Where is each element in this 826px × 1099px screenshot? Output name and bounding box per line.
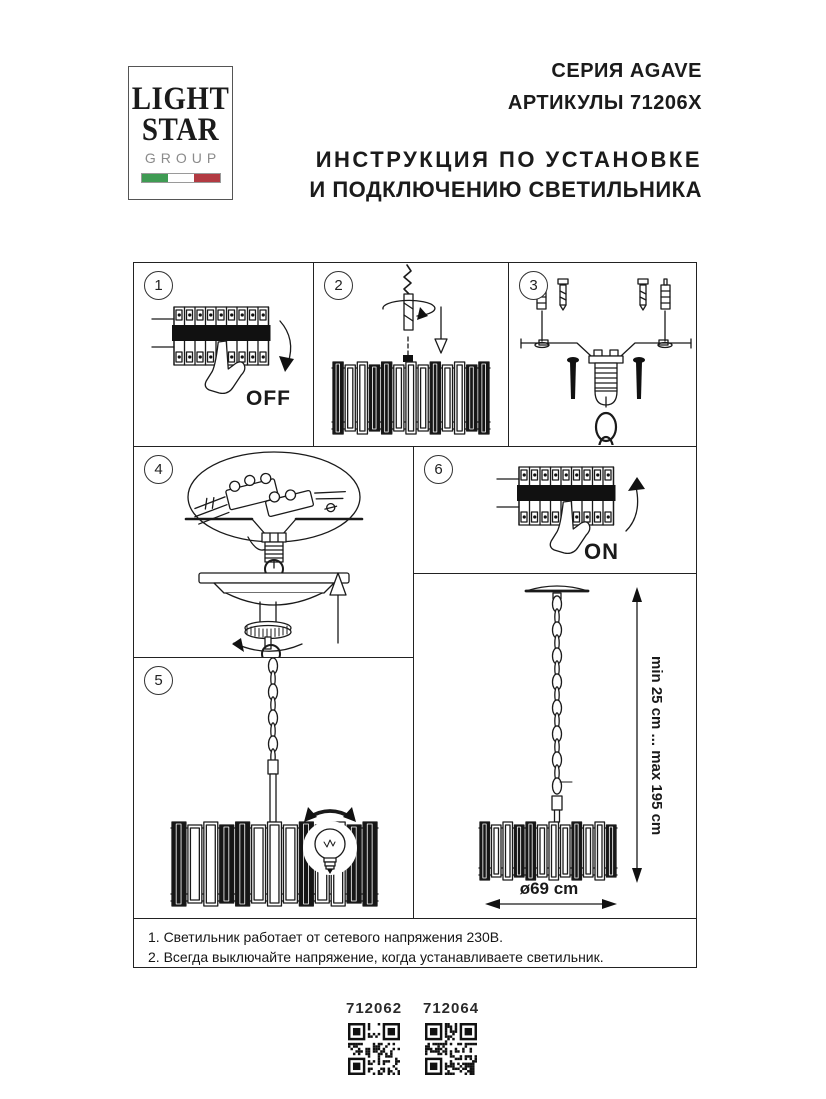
instruction-title-line1: ИНСТРУКЦИЯ ПО УСТАНОВКЕ	[315, 147, 702, 172]
diameter-label: ø69 cm	[519, 879, 579, 898]
step-6-panel	[414, 447, 696, 574]
instruction-title-line2: И ПОДКЛЮЧЕНИЮ СВЕТИЛЬНИКА	[309, 177, 702, 202]
logo-word-star: STAR	[141, 112, 220, 148]
height-range-label: min 25 cm ... max 195 cm	[648, 656, 665, 836]
flag-red	[194, 174, 220, 182]
wiring-canopy-illustration	[134, 447, 414, 658]
header	[309, 60, 702, 203]
logo-word-light: LIGHT	[131, 81, 230, 117]
on-label: ON	[584, 539, 619, 564]
note-voltage: 1. Светильник работает от сетевого напряжения 230В.	[148, 929, 504, 945]
step-1-number: 1	[144, 271, 173, 300]
step-6-number: 6	[424, 455, 453, 484]
step-5-panel	[134, 658, 414, 918]
qr-code-712064	[425, 1023, 477, 1075]
bulb-install-illustration	[134, 658, 414, 918]
product-code-block-1	[346, 1000, 402, 1075]
step-4-number: 4	[144, 455, 173, 484]
step-1-panel	[134, 263, 314, 447]
series-title: СЕРИЯ AGAVE	[551, 60, 702, 82]
notes-panel	[134, 918, 696, 967]
product-code-1: 712062	[346, 1000, 403, 1017]
product-code-2: 712064	[423, 1000, 480, 1017]
flag-white	[168, 174, 194, 182]
lightstar-logo	[128, 66, 233, 200]
product-code-block-2	[423, 1000, 479, 1075]
italian-flag-stripe	[141, 173, 221, 183]
breaker-on-illustration	[414, 447, 696, 572]
step-4-panel	[134, 447, 414, 658]
step-2-panel	[314, 263, 509, 447]
step-3-panel	[509, 263, 696, 447]
step-5-number: 5	[144, 666, 173, 695]
qr-code-712062	[348, 1023, 400, 1075]
step-2-number: 2	[324, 271, 353, 300]
steps-grid	[133, 262, 697, 968]
logo-word-group: GROUP	[144, 150, 222, 166]
article-numbers: АРТИКУЛЫ 71206X	[507, 92, 702, 114]
note-safety: 2. Всегда выключайте напряжение, когда устанавливаете светильник.	[148, 949, 604, 965]
step-3-number: 3	[519, 271, 548, 300]
flag-green	[142, 174, 168, 182]
off-label: OFF	[246, 387, 291, 410]
dimensions-panel	[414, 574, 696, 918]
